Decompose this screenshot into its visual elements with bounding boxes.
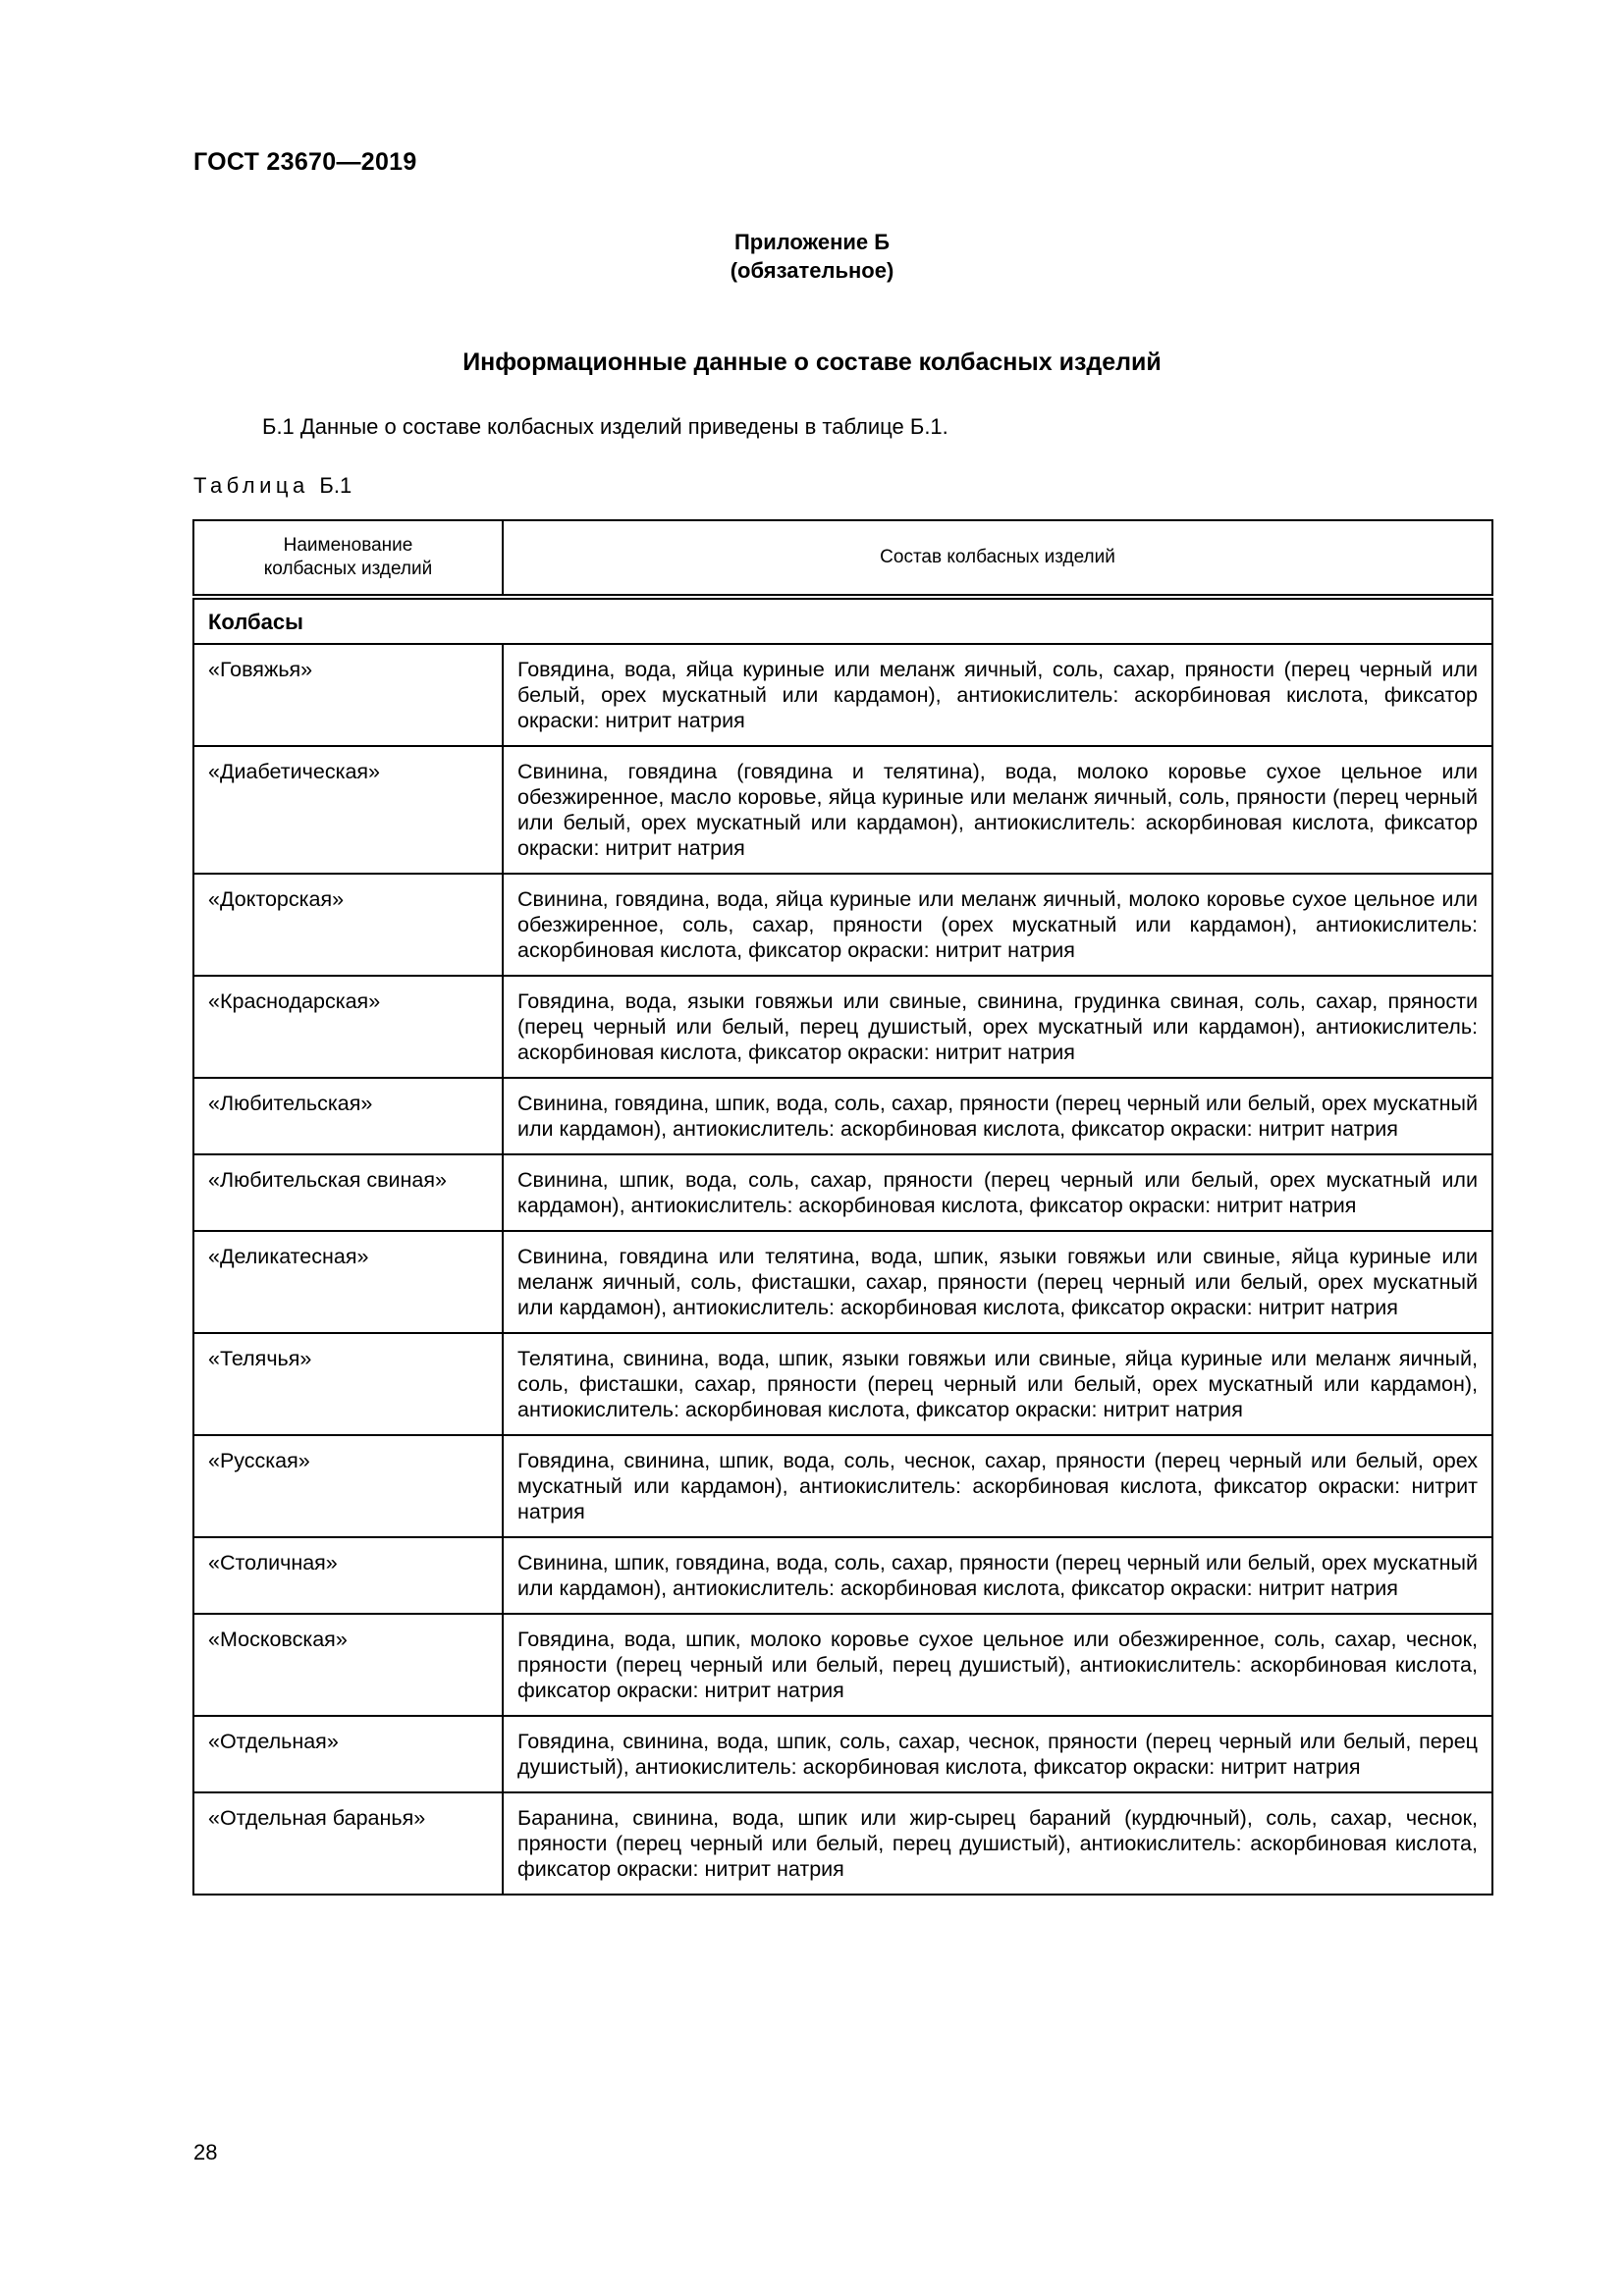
table-row <box>193 976 1492 1078</box>
table-row <box>193 644 1492 746</box>
header-name-line1: Наименование <box>283 535 413 556</box>
group-label: Колбасы <box>193 597 1492 644</box>
composition-cell: Свинина, шпик, вода, соль, сахар, пряности (перец черный или белый, орех мускатный или кардамон), антиокислитель: аскорбиновая кислота, фиксатор окраски: нитрит натрия <box>503 1154 1492 1231</box>
document-code: ГОСТ 23670—2019 <box>193 148 417 176</box>
table-caption-word: Таблица <box>193 473 309 498</box>
product-name-cell: «Говяжья» <box>193 644 503 746</box>
table-row <box>193 874 1492 976</box>
product-name-cell: «Диабетическая» <box>193 746 503 874</box>
table-row <box>193 1537 1492 1614</box>
header-name-line2: колбасных изделий <box>263 559 433 579</box>
table-header-row <box>193 520 1492 597</box>
table-row <box>193 1078 1492 1154</box>
table-row <box>193 1435 1492 1537</box>
table-caption <box>193 473 352 499</box>
header-name-column <box>193 520 503 597</box>
group-row <box>193 597 1492 644</box>
section-title: Информационные данные о составе колбасных изделий <box>462 348 1162 376</box>
table-row <box>193 1231 1492 1333</box>
composition-cell: Свинина, шпик, говядина, вода, соль, сахар, пряности (перец черный или белый, орех мускатный или кардамон), антиокислитель: аскорбиновая кислота, фиксатор окраски: нитрит натрия <box>503 1537 1492 1614</box>
composition-table <box>192 519 1493 1896</box>
product-name-cell: «Отдельная баранья» <box>193 1792 503 1895</box>
table-row <box>193 1792 1492 1895</box>
product-name-cell: «Телячья» <box>193 1333 503 1435</box>
product-name-cell: «Краснодарская» <box>193 976 503 1078</box>
table-row <box>193 1333 1492 1435</box>
product-name-cell: «Любительская свиная» <box>193 1154 503 1231</box>
composition-cell: Говядина, вода, яйца куриные или меланж яичный, соль, сахар, пряности (перец черный или белый, орех мускатный или кардамон), антиокислитель: аскорбиновая кислота, фиксатор окраски: нитрит натрия <box>503 644 1492 746</box>
appendix-status: (обязательное) <box>730 258 894 283</box>
product-name-cell: «Деликатесная» <box>193 1231 503 1333</box>
table-row <box>193 1614 1492 1716</box>
composition-cell: Говядина, свинина, вода, шпик, соль, сахар, чеснок, пряности (перец черный или белый, перец душистый), антиокислитель: аскорбиновая кислота, фиксатор окраски: нитрит натрия <box>503 1716 1492 1792</box>
composition-cell: Говядина, вода, шпик, молоко коровье сухое цельное или обезжиренное, соль, сахар, чеснок, пряности (перец черный или белый, перец душистый), антиокислитель: аскорбиновая кислота, фиксатор окраски: нитрит натрия <box>503 1614 1492 1716</box>
composition-cell: Свинина, говядина или телятина, вода, шпик, языки говяжьи или свиные, яйца куриные или меланж яичный, соль, фисташки, сахар, пряности (перец черный или белый, орех мускатный или кардамон), антиокислитель: аскорбиновая кислота, фиксатор окраски: нитрит натрия <box>503 1231 1492 1333</box>
table-body <box>193 597 1492 1895</box>
header-composition-column: Состав колбасных изделий <box>503 520 1492 597</box>
composition-cell: Говядина, свинина, шпик, вода, соль, чеснок, сахар, пряности (перец черный или белый, орех мускатный или кардамон), антиокислитель: аскорбиновая кислота, фиксатор окраски: нитрит натрия <box>503 1435 1492 1537</box>
table-row <box>193 1154 1492 1231</box>
composition-cell: Говядина, вода, языки говяжьи или свиные, свинина, грудинка свиная, соль, сахар, пряности (перец черный или белый, перец душистый, орех мускатный или кардамон), антиокислитель: аскорбиновая кислота, фиксатор окраски: нитрит натрия <box>503 976 1492 1078</box>
table-row <box>193 746 1492 874</box>
composition-cell: Свинина, говядина, шпик, вода, соль, сахар, пряности (перец черный или белый, орех мускатный или кардамон), антиокислитель: аскорбиновая кислота, фиксатор окраски: нитрит натрия <box>503 1078 1492 1154</box>
table-caption-number: Б.1 <box>319 473 352 498</box>
appendix-title: Приложение Б <box>733 230 891 254</box>
composition-cell: Свинина, говядина, вода, яйца куриные или меланж яичный, молоко коровье сухое цельное или обезжиренное, соль, сахар, пряности (орех мускатный или кардамон), антиокислитель: аскорбиновая кислота, фиксатор окраски: нитрит натрия <box>503 874 1492 976</box>
product-name-cell: «Московская» <box>193 1614 503 1716</box>
intro-paragraph: Б.1 Данные о составе колбасных изделий приведены в таблице Б.1. <box>262 414 948 439</box>
composition-cell: Свинина, говядина (говядина и телятина), вода, молоко коровье сухое цельное или обезжиренное, масло коровье, яйца куриные или меланж яичный, соль, пряности (перец черный или белый, орех мускатный или кардамон), антиокислитель: аскорбиновая кислота, фиксатор окраски: нитрит натрия <box>503 746 1492 874</box>
appendix-heading <box>0 228 1624 285</box>
product-name-cell: «Русская» <box>193 1435 503 1537</box>
composition-cell: Баранина, свинина, вода, шпик или жир-сырец бараний (курдючный), соль, сахар, чеснок, пряности (перец черный или белый, перец душистый), антиокислитель: аскорбиновая кислота, фиксатор окраски: нитрит натрия <box>503 1792 1492 1895</box>
product-name-cell: «Докторская» <box>193 874 503 976</box>
product-name-cell: «Отдельная» <box>193 1716 503 1792</box>
page-number: 28 <box>193 2140 218 2164</box>
product-name-cell: «Любительская» <box>193 1078 503 1154</box>
composition-cell: Телятина, свинина, вода, шпик, языки говяжьи или свиные, яйца куриные или меланж яичный, соль, фисташки, сахар, пряности (перец черный или белый, орех мускатный или кардамон), антиокислитель: аскорбиновая кислота, фиксатор окраски: нитрит натрия <box>503 1333 1492 1435</box>
product-name-cell: «Столичная» <box>193 1537 503 1614</box>
table-row <box>193 1716 1492 1792</box>
